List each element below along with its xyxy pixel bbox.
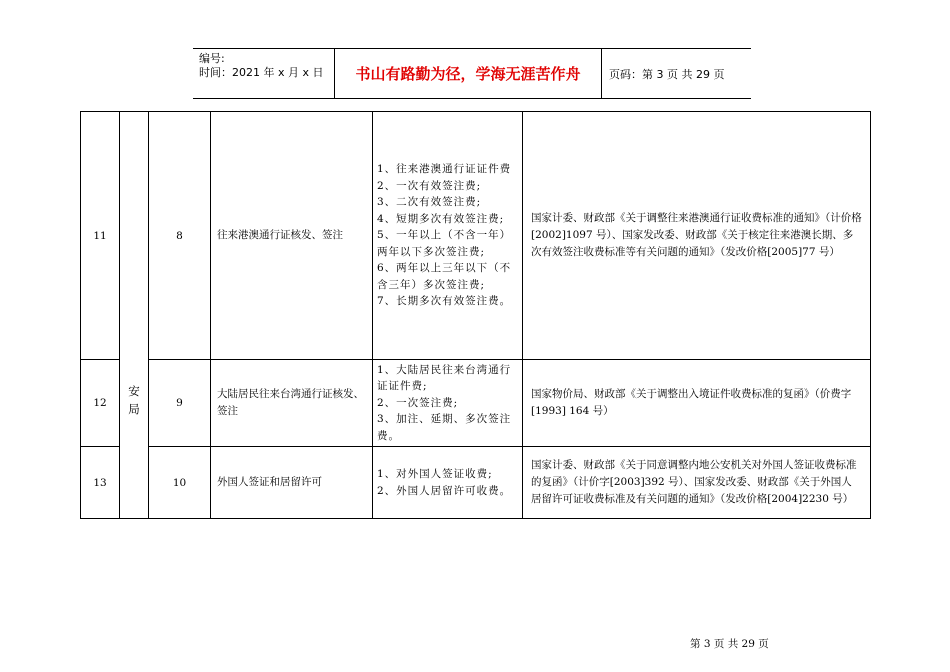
- fee-item: 1、往来港澳通行证证件费: [377, 163, 512, 176]
- item-name: 外国人签证和居留许可: [211, 447, 373, 519]
- table-row: [81, 447, 871, 519]
- document-number-label: 编号:: [199, 52, 225, 65]
- document-time-label: 时间：2021 年 x 月 x 日: [199, 66, 324, 79]
- header-motto: 书山有路勤为径，学海无涯苦作舟: [335, 49, 602, 98]
- fee-item: 1、对外国人签证收费;: [377, 468, 493, 480]
- department-char: 局: [128, 402, 140, 416]
- header-page-label: 页码：第 3 页 共 29 页: [609, 67, 725, 81]
- page-footer: 第 3 页 共 29 页: [690, 638, 769, 650]
- fee-item: 2、外国人居留许可收费。: [377, 484, 512, 497]
- fee-item: 3、加注、延期、多次签注费。: [377, 413, 512, 442]
- fee-items: [373, 360, 523, 447]
- table-row: [81, 360, 871, 447]
- row-seq: 12: [81, 360, 120, 447]
- table-row: [81, 112, 871, 360]
- row-number: 10: [149, 447, 211, 519]
- row-number: 9: [149, 360, 211, 447]
- fee-items: [373, 447, 523, 519]
- row-seq: 11: [81, 112, 120, 360]
- page-header: [193, 48, 751, 99]
- item-name: 大陆居民往来台湾通行证核发、签注: [211, 360, 373, 447]
- fee-item: 6、两年以上三年以下（不含三年）多次签注费;: [377, 262, 512, 291]
- row-number: 8: [149, 112, 211, 360]
- fee-item: 3、二次有效签注费;: [377, 196, 482, 209]
- row-seq: 13: [81, 447, 120, 519]
- policy-basis: 国家计委、财政部《关于调整往来港澳通行证收费标准的通知》（计价格[2002]1097 号）、国家发改委、财政部《关于核定往来港澳长期、多次有效签注收费标准等有关问题的通知》（发改价格[2005]77 号）: [523, 112, 871, 360]
- department-label: [120, 382, 148, 418]
- fee-table: [80, 111, 871, 519]
- department-char: 安: [128, 384, 140, 398]
- fee-item: 5、一年以上（不含一年）两年以下多次签注费;: [377, 229, 512, 258]
- fee-item: 4、短期多次有效签注费;: [377, 212, 505, 225]
- fee-items: [373, 112, 523, 360]
- policy-basis: 国家计委、财政部《关于同意调整内地公安机关对外国人签证收费标准的复函》（计价字[2003]392 号）、国家发改委、财政部《关于外国人居留许可证收费标准及有关问题的通知》（发改价格[2004]2230 号）: [523, 447, 871, 519]
- fee-item: 1、大陆居民往来台湾通行证证件费;: [377, 363, 512, 393]
- header-info: [193, 49, 335, 98]
- department-cell: [120, 112, 149, 519]
- policy-basis: 国家物价局、财政部《关于调整出入境证件收费标准的复函》（价费字[1993] 164 号）: [523, 360, 871, 447]
- item-name: 往来港澳通行证核发、签注: [211, 112, 373, 360]
- fee-item: 2、一次有效签注费;: [377, 179, 482, 192]
- fee-item: 7、长期多次有效签注费。: [377, 295, 512, 308]
- fee-item: 2、一次签注费;: [377, 396, 459, 409]
